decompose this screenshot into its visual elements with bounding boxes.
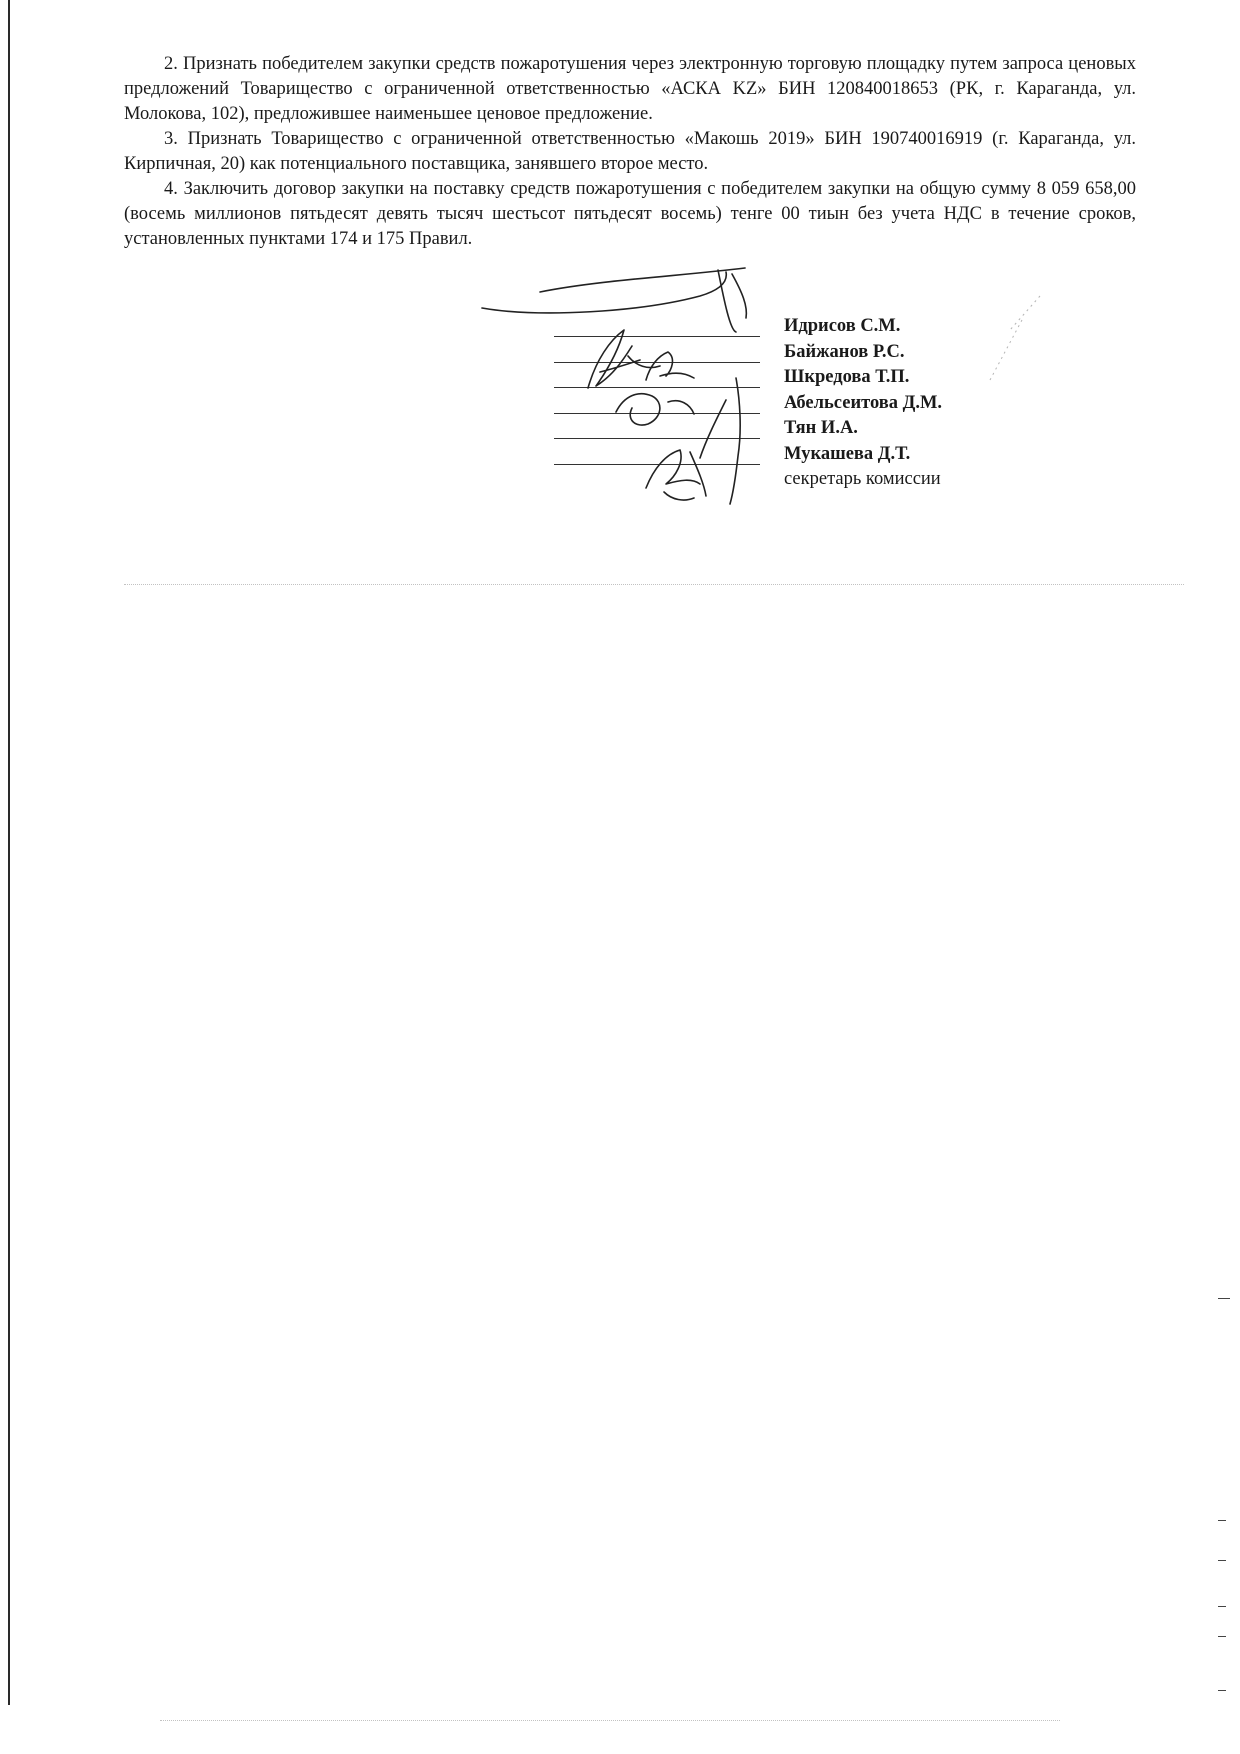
resolution-text [124, 52, 1136, 252]
signature-line [554, 336, 760, 337]
paragraph-4: 4. Заключить договор закупки на поставку средств пожаротушения с победителем закупки на общую сумму 8 059 658,00 (восемь миллионов пятьдесят девять тысяч шестьсот пятьдесят восемь) тенге 00 тиын без учета НДС в течение сроков, установленных пунктами 174 и 175 Правил. [124, 179, 1136, 249]
signature-block [554, 314, 1004, 504]
margin-mark [1218, 1690, 1226, 1691]
signature-flourish [482, 268, 745, 313]
signature-line [554, 464, 760, 465]
signatory-name: Идрисов С.М. [784, 316, 901, 336]
signatory-name: Тян И.А. [784, 418, 858, 438]
signatory-list [784, 314, 942, 493]
signatory-name: Абельсеитова Д.М. [784, 392, 943, 413]
signature-line [554, 387, 760, 388]
signatory-name: Мукашева Д.Т. [784, 443, 911, 464]
secretary-label: секретарь комиссии [784, 469, 941, 489]
margin-mark [1218, 1298, 1230, 1299]
margin-mark [1218, 1560, 1226, 1561]
signature-line [554, 362, 760, 363]
signature-line [554, 438, 760, 439]
scan-artifact [124, 584, 1184, 587]
paragraph-2: 2. Признать победителем закупки средств пожаротушения через электронную торговую площадку путем запроса ценовых предложений Товарищество с ограниченной ответственностью «АСКА KZ» БИН 120840018653 (РК, г. Караганда, ул. Молокова, 102), предложившее наименьшее ценовое предложение. [124, 54, 1136, 124]
scan-artifact [160, 1720, 1060, 1723]
signatory-name: Шкредова Т.П. [784, 367, 910, 387]
signature-line [554, 413, 760, 414]
paragraph-3: 3. Признать Товарищество с ограниченной ответственностью «Макошь 2019» БИН 190740016919 (г. Караганда, ул. Кирпичная, 20) как потенциального поставщика, занявшего второе место. [124, 129, 1136, 174]
margin-mark [1218, 1520, 1226, 1521]
margin-mark [1218, 1606, 1226, 1607]
scan-edge-line [8, 0, 10, 1705]
signatory-name: Байжанов Р.С. [784, 341, 905, 362]
signature-lines [554, 336, 760, 489]
margin-mark [1218, 1636, 1226, 1637]
